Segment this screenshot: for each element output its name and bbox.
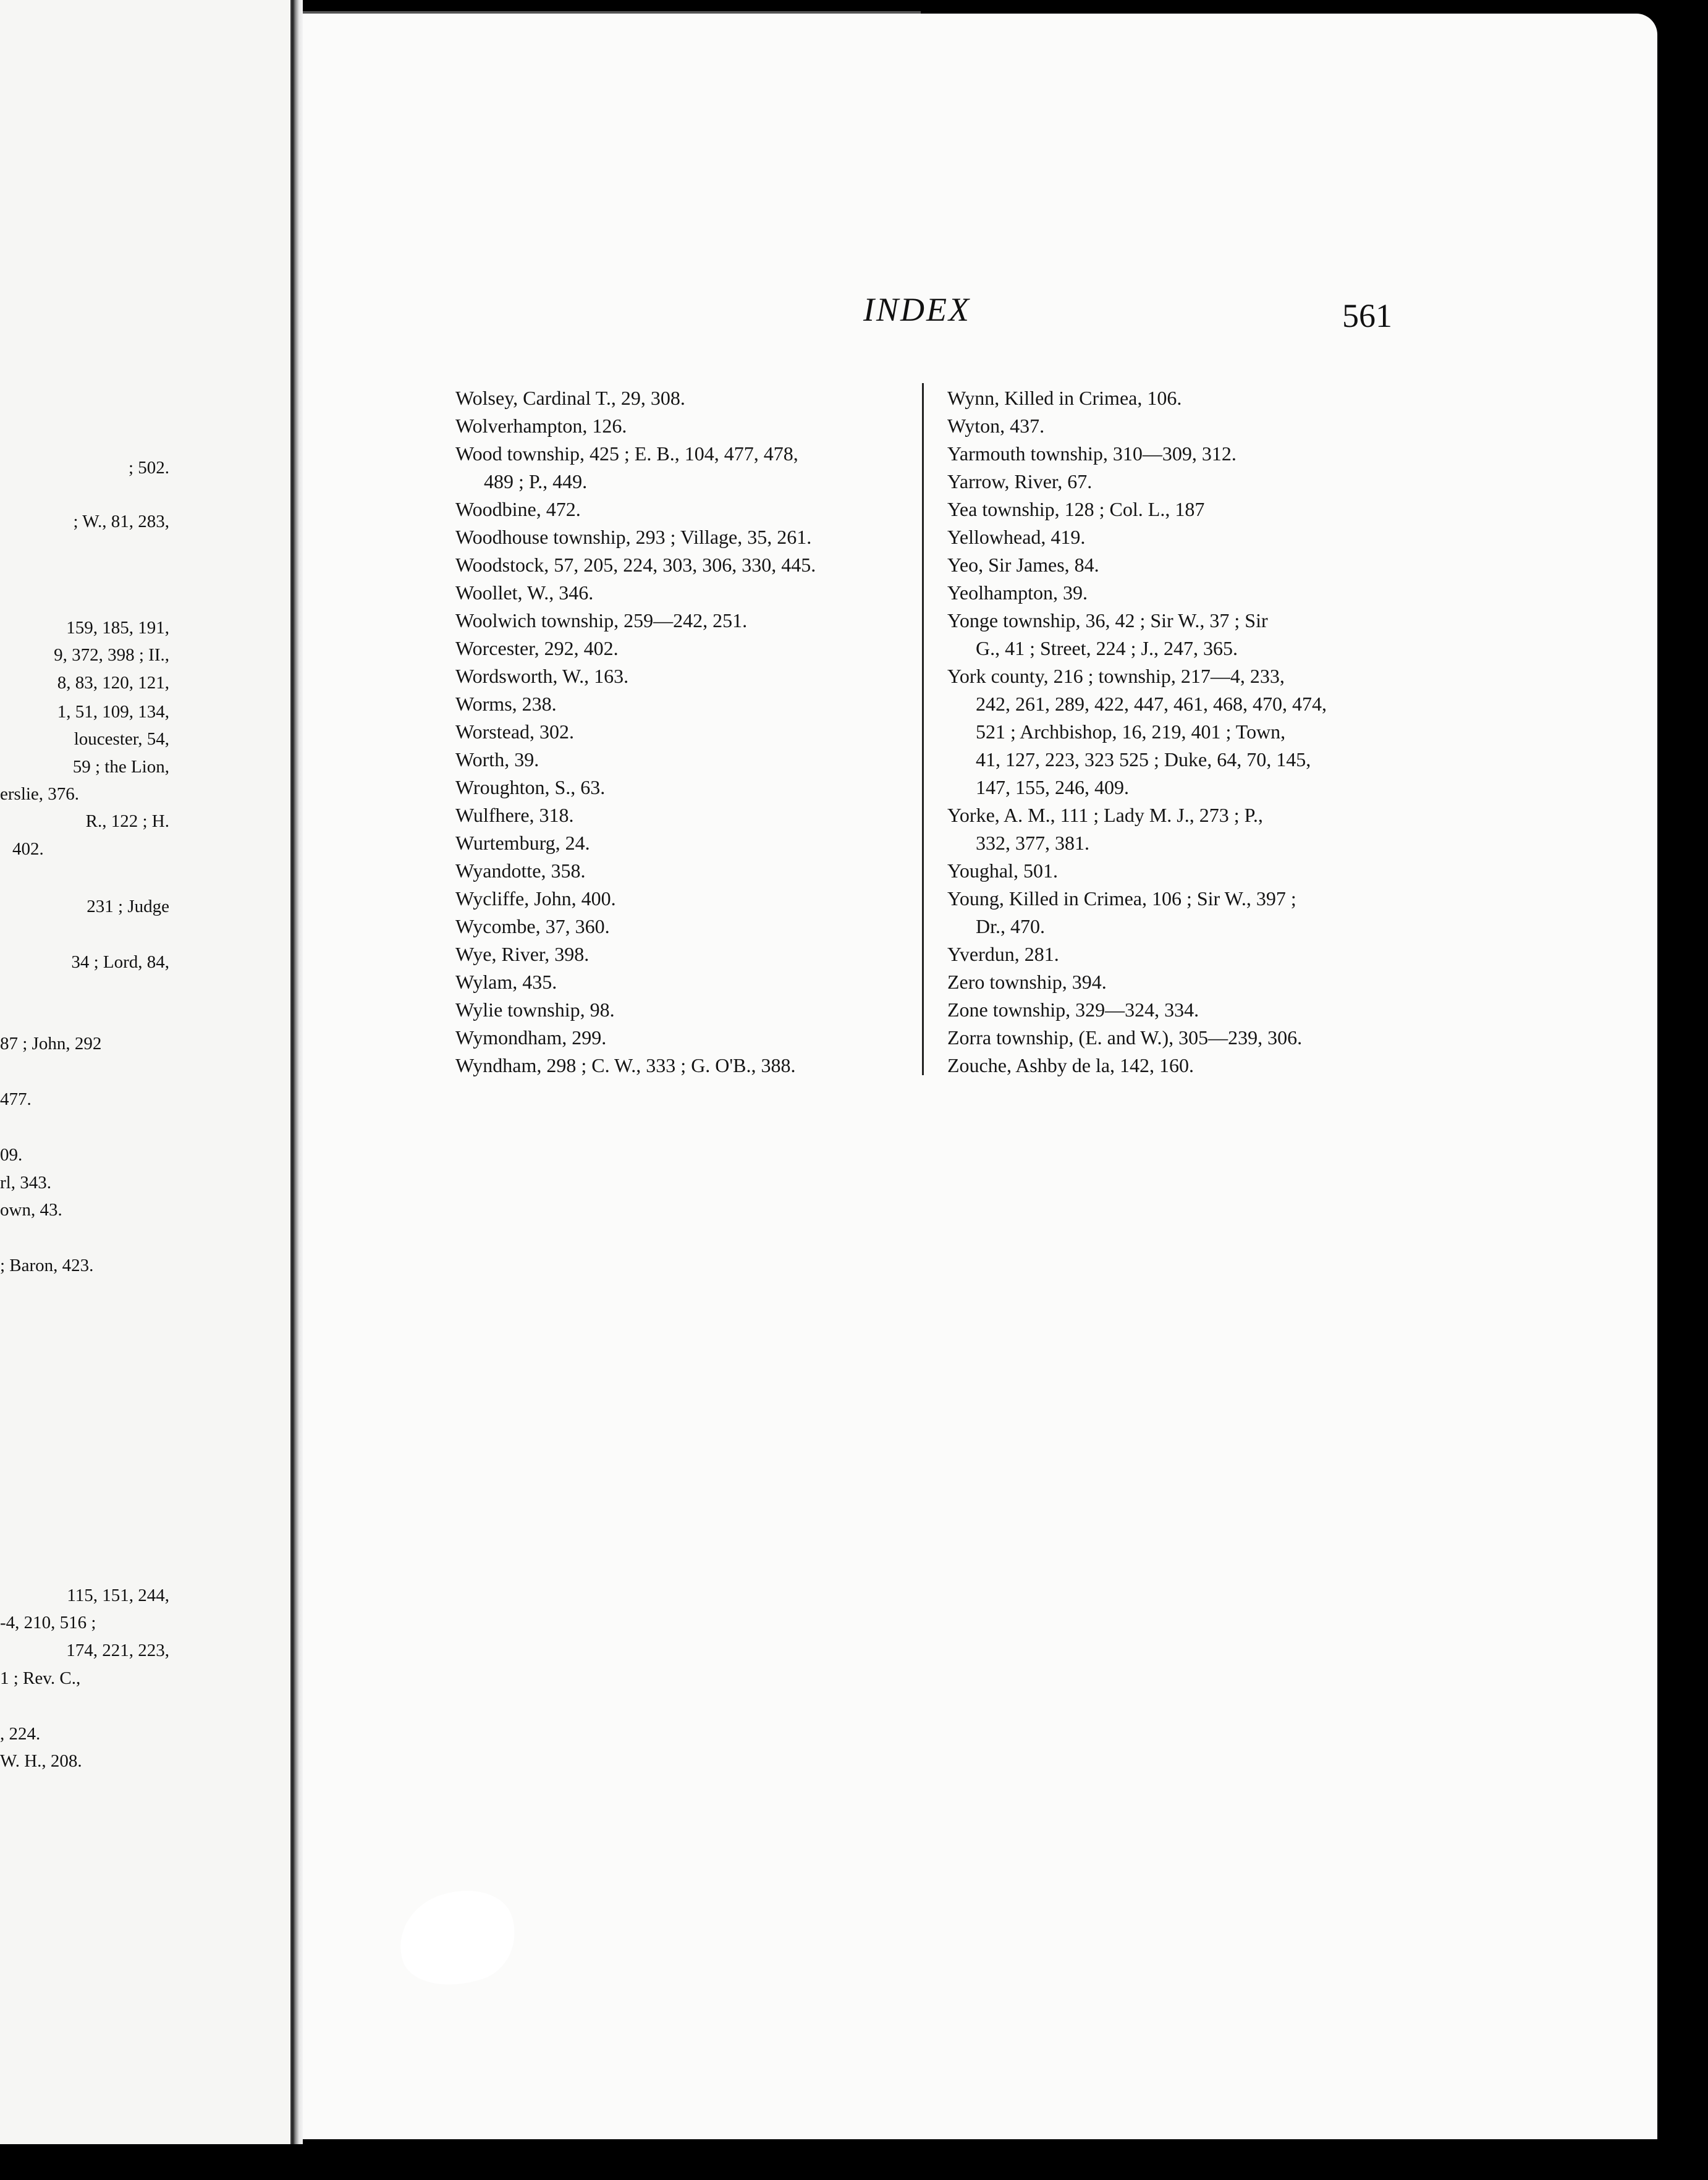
facing-page-fragment: 34 ; Lord, 84,	[71, 952, 169, 972]
index-entry: Young, Killed in Crimea, 106 ; Sir W., 397 ;	[947, 887, 1296, 910]
index-entry: Wycombe, 37, 360.	[455, 915, 610, 937]
facing-page-fragment: 231 ; Judge	[87, 897, 169, 916]
index-entry: Wyandotte, 358.	[455, 860, 586, 882]
index-column-left	[455, 384, 981, 1079]
facing-page-fragment: 1 ; Rev. C.,	[0, 1668, 81, 1688]
index-entry: Wurtemburg, 24.	[455, 832, 590, 854]
facing-page-fragment: 115, 151, 244,	[67, 1586, 169, 1605]
index-entry: Wycliffe, John, 400.	[455, 887, 616, 910]
index-entry: Worth, 39.	[455, 748, 539, 771]
page-number: 561	[1342, 297, 1392, 334]
index-entry: Zouche, Ashby de la, 142, 160.	[947, 1054, 1194, 1076]
index-entry: Wylam, 435.	[455, 971, 557, 993]
index-entry: Worcester, 292, 402.	[455, 637, 619, 659]
index-entry: Worstead, 302.	[455, 720, 575, 743]
facing-page-fragment: , 224.	[0, 1724, 41, 1744]
book-gutter	[290, 0, 303, 2144]
facing-page	[0, 0, 292, 2144]
index-entry-continuation: 332, 377, 381.	[976, 832, 1089, 854]
facing-page-fragment: 59 ; the Lion,	[72, 757, 169, 777]
facing-page-fragment: 477.	[0, 1089, 32, 1109]
paper-blemish	[387, 1876, 527, 2000]
index-entry: Wroughton, S., 63.	[455, 776, 606, 798]
index-entry: Yarrow, River, 67.	[947, 470, 1093, 492]
index-entry: Wood township, 425 ; E. B., 104, 477, 478,	[455, 442, 798, 465]
index-entry-continuation: 242, 261, 289, 422, 447, 461, 468, 470, 474,	[976, 693, 1327, 715]
index-entry: Wolsey, Cardinal T., 29, 308.	[455, 387, 685, 409]
facing-page-fragment: 1, 51, 109, 134,	[57, 702, 169, 722]
index-entry: Woodhouse township, 293 ; Village, 35, 261.	[455, 526, 812, 548]
index-entry: Zone township, 329—324, 334.	[947, 999, 1199, 1021]
index-page	[303, 14, 1657, 2139]
index-entry-continuation: 521 ; Archbishop, 16, 219, 401 ; Town,	[976, 720, 1286, 743]
running-title: INDEX	[863, 291, 971, 328]
index-entry: Yellowhead, 419.	[947, 526, 1086, 548]
index-entry: Zorra township, (E. and W.), 305—239, 306.	[947, 1026, 1303, 1049]
index-entry: Wynn, Killed in Crimea, 106.	[947, 387, 1182, 409]
facing-page-fragment: 87 ; John, 292	[0, 1034, 102, 1054]
index-entry: York county, 216 ; township, 217—4, 233,	[947, 665, 1285, 687]
facing-page-fragment: R., 122 ; H.	[85, 811, 169, 831]
facing-page-fragment: ; W., 81, 283,	[73, 512, 169, 531]
index-entry-continuation: Dr., 470.	[976, 915, 1045, 937]
index-entry: Worms, 238.	[455, 693, 557, 715]
index-entry: Yonge township, 36, 42 ; Sir W., 37 ; Sir	[947, 609, 1268, 632]
index-entry: Wylie township, 98.	[455, 999, 615, 1021]
facing-page-fragment: ; 502.	[128, 458, 169, 478]
index-entry: Wordsworth, W., 163.	[455, 665, 629, 687]
index-entry: Youghal, 501.	[947, 860, 1058, 882]
index-entry: Wolverhampton, 126.	[455, 415, 627, 437]
facing-page-fragment: loucester, 54,	[74, 729, 169, 749]
index-entry: Yverdun, 281.	[947, 943, 1059, 965]
index-entry: Wulfhere, 318.	[455, 804, 574, 826]
index-entry: Yarmouth township, 310—309, 312.	[947, 442, 1237, 465]
facing-page-fragment: W. H., 208.	[0, 1751, 82, 1771]
facing-page-fragment: -4, 210, 516 ;	[0, 1613, 96, 1633]
facing-page-fragment: own, 43.	[0, 1200, 62, 1220]
index-column-right	[947, 384, 1485, 1079]
index-entry: Zero township, 394.	[947, 971, 1107, 993]
facing-page-fragment: 159, 185, 191,	[66, 618, 169, 638]
facing-page-fragment: 09.	[0, 1145, 23, 1165]
facing-page-fragment: 9, 372, 398 ; II.,	[54, 645, 169, 665]
index-entry: Woolwich township, 259—242, 251.	[455, 609, 748, 632]
column-divider	[922, 383, 924, 1075]
facing-page-fragment: erslie, 376.	[0, 784, 80, 804]
index-entry: Wyndham, 298 ; C. W., 333 ; G. O'B., 388.	[455, 1054, 796, 1076]
index-entry-continuation: 147, 155, 246, 409.	[976, 776, 1129, 798]
index-entry: Yeo, Sir James, 84.	[947, 554, 1099, 576]
index-entry-continuation: 41, 127, 223, 323 525 ; Duke, 64, 70, 145,	[976, 748, 1311, 771]
facing-page-fragment: 402.	[12, 839, 44, 859]
index-entry: Woodstock, 57, 205, 224, 303, 306, 330, 445.	[455, 554, 816, 576]
index-entry-continuation: 489 ; P., 449.	[484, 470, 588, 492]
index-entry: Wyton, 437.	[947, 415, 1045, 437]
facing-page-fragment: 8, 83, 120, 121,	[57, 673, 169, 693]
index-entry-continuation: G., 41 ; Street, 224 ; J., 247, 365.	[976, 637, 1238, 659]
index-entry: Wye, River, 398.	[455, 943, 590, 965]
index-entry: Wymondham, 299.	[455, 1026, 607, 1049]
facing-page-fragment: 174, 221, 223,	[66, 1641, 169, 1660]
facing-page-fragment: ; Baron, 423.	[0, 1256, 94, 1275]
index-entry: Yorke, A. M., 111 ; Lady M. J., 273 ; P.,	[947, 804, 1263, 826]
index-entry: Woodbine, 472.	[455, 498, 581, 520]
index-entry: Woollet, W., 346.	[455, 581, 594, 604]
facing-page-fragment: rl, 343.	[0, 1173, 51, 1193]
index-entry: Yea township, 128 ; Col. L., 187	[947, 498, 1205, 520]
index-entry: Yeolhampton, 39.	[947, 581, 1088, 604]
